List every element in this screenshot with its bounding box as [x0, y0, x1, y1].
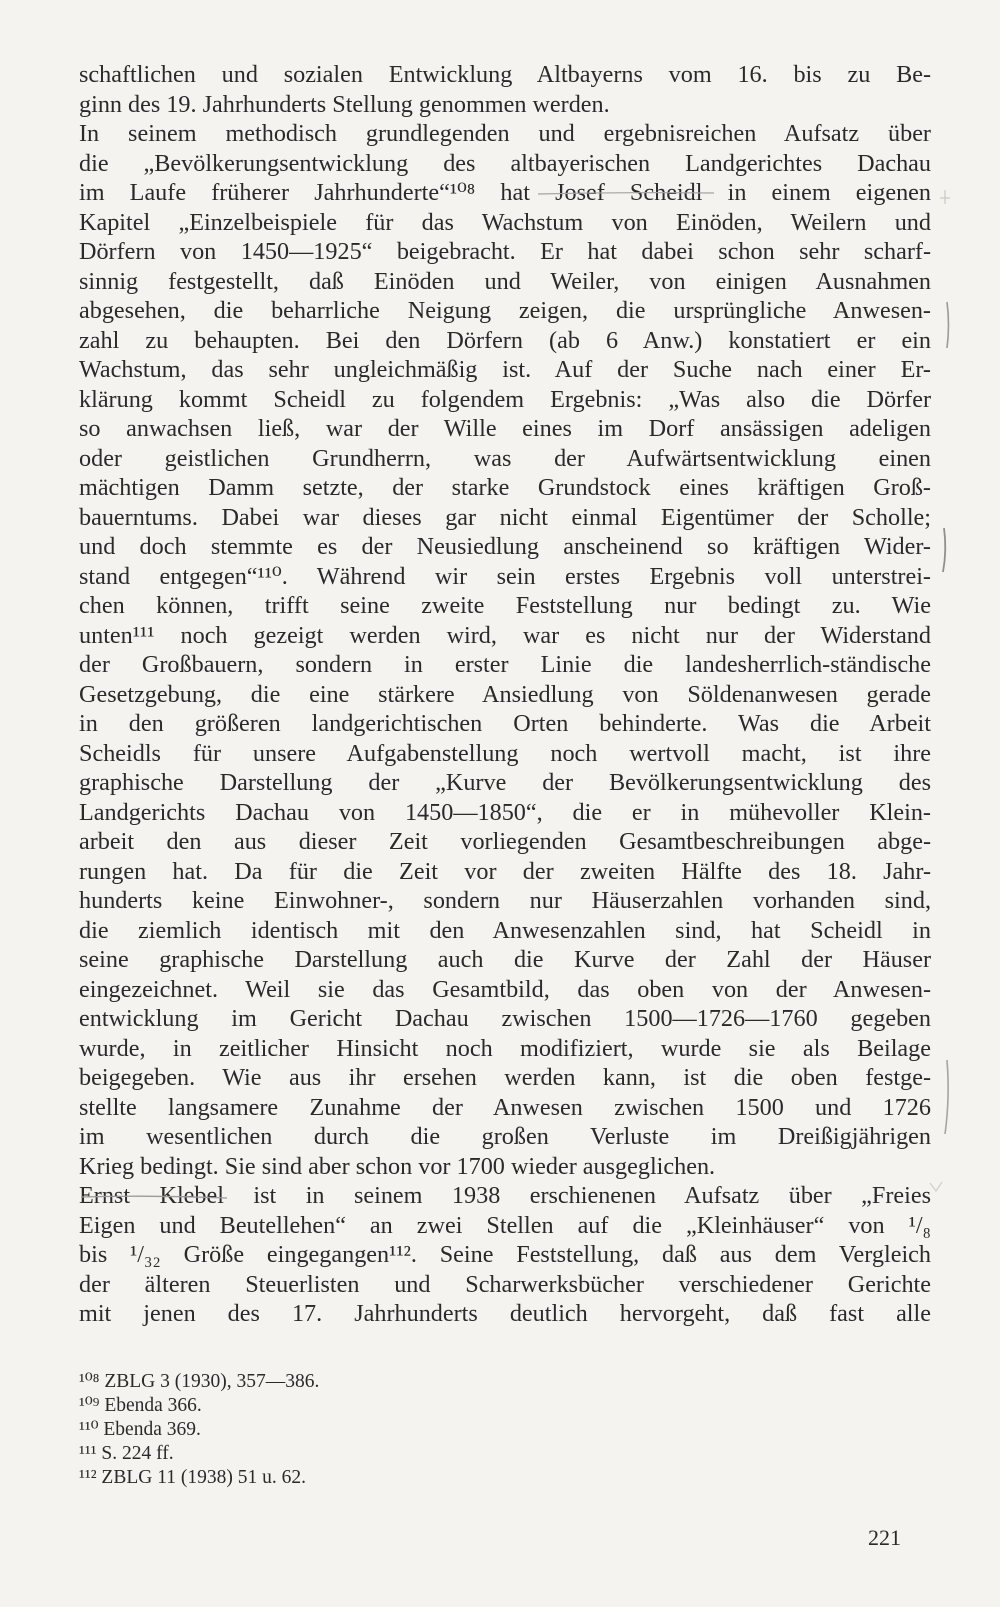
text-line: zahl zu behaupten. Bei den Dörfern (ab 6 Anw.) konstatiert er ein	[79, 326, 931, 354]
text-line: oder geistlichen Grundherrn, was der Aufwärtsentwicklung einen	[79, 444, 931, 472]
text-line: Ernst Klebel ist in seinem 1938 erschienenen Aufsatz über „Freies	[79, 1182, 931, 1209]
footnote: ¹⁰⁹ Ebenda 366.	[79, 1395, 202, 1416]
text-line: Gesetzgebung, die eine stärkere Ansiedlung von Söldenanwesen gerade	[79, 680, 931, 708]
page-number: 221	[868, 1525, 901, 1550]
text-line: In seinem methodisch grundlegenden und ergebnisreichen Aufsatz über	[79, 120, 931, 147]
text-line: Wachstum, das sehr ungleichmäßig ist. Auf der Suche nach einer Er-	[79, 356, 931, 383]
text-line: schaftlichen und sozialen Entwicklung Altbayerns vom 16. bis zu Be-	[79, 61, 931, 88]
pencil-underline	[79, 1194, 229, 1200]
text-line: der älteren Steuerlisten und Scharwerksbücher verschiedener Gerichte	[79, 1270, 931, 1298]
text-line: unten¹¹¹ noch gezeigt werden wird, war es nicht nur der Widerstand	[79, 621, 931, 649]
pencil-mark	[928, 1180, 944, 1194]
text-line: Dörfern von 1450—1925“ beigebracht. Er hat dabei schon sehr scharf-	[79, 238, 931, 265]
text-line: wurde, in zeitlicher Hinsicht noch modifiziert, wurde sie als Beilage	[79, 1034, 931, 1062]
text-line: so anwachsen ließ, war der Wille eines im Dorf ansässigen adeligen	[79, 415, 931, 442]
pencil-bracket	[940, 1058, 952, 1136]
text-line: Krieg bedingt. Sie sind aber schon vor 1700 wieder ausgeglichen.	[79, 1152, 716, 1180]
text-line: abgesehen, die beharrliche Neigung zeigen, die ursprüngliche Anwesen-	[79, 297, 931, 324]
text-line: bauerntums. Dabei war dieses gar nicht einmal Eigentümer der Scholle;	[79, 503, 931, 531]
text-line: seine graphische Darstellung auch die Kurve der Zahl der Häuser	[79, 946, 931, 973]
text-line: eingezeichnet. Weil sie das Gesamtbild, das oben von der Anwesen-	[79, 975, 931, 1003]
pencil-bracket	[944, 300, 954, 350]
footnote: ¹¹⁰ Ebenda 369.	[79, 1419, 201, 1440]
text-line: mit jenen des 17. Jahrhunderts deutlich hervorgeht, daß fast alle	[79, 1300, 931, 1327]
text-line: graphische Darstellung der „Kurve der Bevölkerungsentwicklung des	[79, 769, 931, 796]
text-line: die ziemlich identisch mit den Anwesenzahlen sind, hat Scheidl in	[79, 916, 931, 944]
text-line: ginn des 19. Jahrhunderts Stellung genommen werden.	[79, 90, 610, 118]
text-line: Kapitel „Einzelbeispiele für das Wachstum von Einöden, Weilern und	[79, 208, 931, 236]
footnote: ¹⁰⁸ ZBLG 3 (1930), 357—386.	[79, 1371, 320, 1392]
text-line: sinnig festgestellt, daß Einöden und Weiler, von einigen Ausnahmen	[79, 267, 931, 295]
text-line: der Großbauern, sondern in erster Linie die landesherrlich-ständische	[79, 651, 931, 678]
text-line: chen können, trifft seine zweite Feststellung nur bedingt zu. Wie	[79, 592, 931, 619]
text-line: bis ¹/₃₂ Größe eingegangen¹¹². Seine Feststellung, daß aus dem Vergleich	[79, 1241, 931, 1268]
text-line: die „Bevölkerungsentwicklung des altbayerischen Landgerichtes Dachau	[79, 149, 931, 177]
text-line: im wesentlichen durch die großen Verluste im Dreißigjährigen	[79, 1123, 931, 1150]
pencil-mark	[938, 188, 952, 206]
footnote: ¹¹¹ S. 224 ff.	[79, 1443, 174, 1464]
text-line: arbeit den aus dieser Zeit vorliegenden Gesamtbeschreibungen abge-	[79, 828, 931, 855]
pencil-bracket	[938, 526, 950, 574]
text-line: mächtigen Damm setzte, der starke Grundstock eines kräftigen Groß-	[79, 474, 931, 501]
text-line: stand entgegen“¹¹⁰. Während wir sein erstes Ergebnis voll unterstrei-	[79, 562, 931, 590]
text-line: rungen hat. Da für die Zeit vor der zweiten Hälfte des 18. Jahr-	[79, 857, 931, 885]
text-line: stellte langsamere Zunahme der Anwesen zwischen 1500 und 1726	[79, 1093, 931, 1121]
pencil-underline	[536, 190, 716, 196]
text-line: klärung kommt Scheidl zu folgendem Ergebnis: „Was also die Dörfer	[79, 385, 931, 413]
text-line: beigegeben. Wie aus ihr ersehen werden kann, ist die oben festge-	[79, 1064, 931, 1091]
text-line: Landgerichts Dachau von 1450—1850“, die er in mühevoller Klein-	[79, 798, 931, 826]
text-line: im Laufe früherer Jahrhunderte“¹⁰⁸ hat Josef Scheidl in einem eigenen	[79, 179, 931, 206]
text-line: entwicklung im Gericht Dachau zwischen 1500—1726—1760 gegeben	[79, 1005, 931, 1032]
text-line: hunderts keine Einwohner-, sondern nur Häuserzahlen vorhanden sind,	[79, 887, 931, 914]
text-line: und doch stemmte es der Neusiedlung anscheinend so kräftigen Wider-	[79, 533, 931, 560]
text-line: Scheidls für unsere Aufgabenstellung noch wertvoll macht, ist ihre	[79, 739, 931, 767]
text-line: in den größeren landgerichtischen Orten behinderte. Was die Arbeit	[79, 710, 931, 737]
text-line: Eigen und Beutellehen“ an zwei Stellen auf die „Kleinhäuser“ von ¹/₈	[79, 1211, 931, 1239]
footnote: ¹¹² ZBLG 11 (1938) 51 u. 62.	[79, 1467, 306, 1488]
